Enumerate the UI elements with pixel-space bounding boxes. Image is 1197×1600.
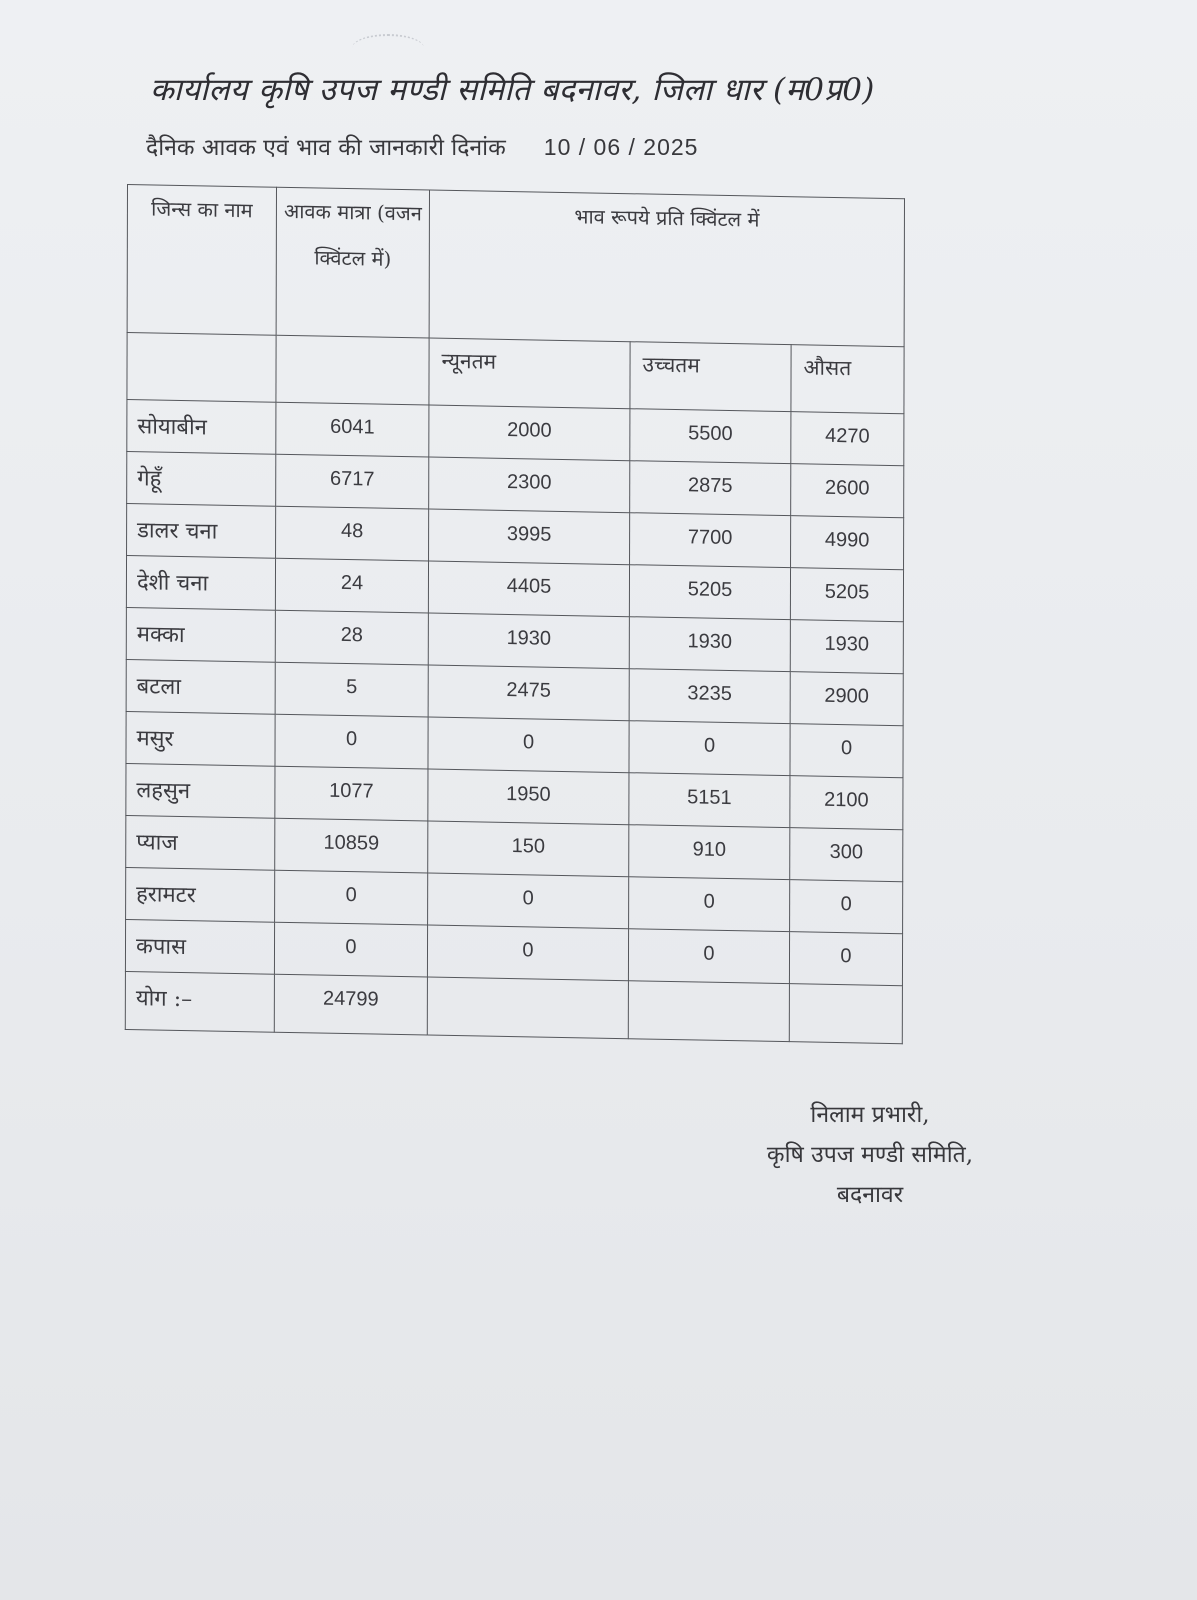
- total-empty-min: [427, 977, 628, 1039]
- crop-rows: [125, 399, 903, 985]
- average-price-cell: 0: [790, 724, 903, 778]
- maximum-price-cell: 5205: [629, 565, 790, 620]
- maximum-price-cell: 7700: [630, 513, 791, 568]
- minimum-price-cell: 0: [428, 873, 629, 929]
- average-price-cell: 2100: [790, 776, 903, 830]
- signature-line-3: बदनावर: [836, 1182, 904, 1208]
- average-price-cell: 1930: [790, 620, 903, 674]
- subheader-maximum: उच्चतम: [630, 342, 791, 412]
- rates-table: [125, 184, 905, 1044]
- subheader-average: औसत: [791, 345, 904, 414]
- crop-name-cell: मक्का: [126, 607, 275, 662]
- crop-name-cell: सोयाबीन: [127, 399, 276, 454]
- header-price-per-quintal: भाव रूपये प्रति क्विंटल में: [429, 190, 904, 347]
- average-price-cell: 0: [790, 880, 903, 934]
- arrival-quantity-cell: 6717: [276, 454, 429, 509]
- maximum-price-cell: 5500: [630, 409, 791, 464]
- average-price-cell: 4990: [791, 516, 904, 570]
- maximum-price-cell: 0: [629, 877, 790, 932]
- arrival-quantity-cell: 10859: [275, 818, 428, 873]
- crop-name-cell: गेहूँ: [127, 451, 276, 506]
- minimum-price-cell: 2475: [428, 665, 629, 721]
- arrival-quantity-cell: 28: [275, 610, 428, 665]
- crop-name-cell: कपास: [125, 919, 274, 974]
- maximum-price-cell: 0: [628, 929, 789, 984]
- minimum-price-cell: 2000: [429, 405, 630, 461]
- arrival-quantity-cell: 6041: [276, 402, 429, 457]
- minimum-price-cell: 1950: [428, 769, 629, 825]
- total-label: योग :–: [125, 971, 274, 1032]
- office-title: कार्यालय कृषि उपज मण्डी समिति बदनावर, जिला धार (म0प्र0): [150, 72, 875, 108]
- minimum-price-cell: 2300: [429, 457, 630, 513]
- subheader-empty-qty: [276, 335, 429, 405]
- maximum-price-cell: 0: [629, 721, 790, 776]
- arrival-quantity-cell: 48: [276, 506, 429, 561]
- maximum-price-cell: 3235: [629, 669, 790, 724]
- minimum-price-cell: 0: [427, 925, 628, 981]
- signature-block: [720, 1095, 1020, 1215]
- signature-line-1: निलाम प्रभारी,: [810, 1102, 930, 1128]
- minimum-price-cell: 3995: [429, 509, 630, 565]
- subtitle-text: दैनिक आवक एवं भाव की जानकारी दिनांक: [146, 135, 506, 161]
- crop-name-cell: मसुर: [126, 711, 275, 766]
- report-date: 10 / 06 / 2025: [543, 134, 699, 160]
- crop-name-cell: प्याज: [126, 815, 275, 870]
- arrival-quantity-cell: 24: [275, 558, 428, 613]
- maximum-price-cell: 2875: [630, 461, 791, 516]
- faint-stamp-mark: [352, 34, 424, 62]
- average-price-cell: 300: [790, 828, 903, 882]
- minimum-price-cell: 150: [428, 821, 629, 877]
- header-arrival-quantity: आवक मात्रा (वजन क्विंटल में): [276, 187, 429, 338]
- average-price-cell: 2600: [791, 464, 904, 518]
- total-empty-max: [628, 981, 789, 1042]
- arrival-quantity-cell: 5: [275, 662, 428, 717]
- average-price-cell: 5205: [790, 568, 903, 622]
- crop-name-cell: हरामटर: [126, 867, 275, 922]
- maximum-price-cell: 1930: [629, 617, 790, 672]
- average-price-cell: 2900: [790, 672, 903, 726]
- minimum-price-cell: 4405: [428, 561, 629, 617]
- header-row: [127, 185, 904, 347]
- maximum-price-cell: 910: [629, 825, 790, 880]
- maximum-price-cell: 5151: [629, 773, 790, 828]
- arrival-quantity-cell: 1077: [275, 766, 428, 821]
- average-price-cell: 4270: [791, 412, 904, 466]
- arrival-quantity-cell: 0: [274, 922, 427, 977]
- header-crop-name: जिन्स का नाम: [127, 185, 276, 336]
- report-subtitle: [146, 130, 906, 162]
- crop-name-cell: डालर चना: [127, 503, 276, 558]
- minimum-price-cell: 0: [428, 717, 629, 773]
- total-empty-avg: [789, 984, 902, 1044]
- total-quantity: 24799: [274, 974, 427, 1035]
- subheader-empty-name: [127, 333, 276, 403]
- crop-name-cell: बटला: [126, 659, 275, 714]
- crop-name-cell: देशी चना: [126, 555, 275, 610]
- arrival-quantity-cell: 0: [275, 714, 428, 769]
- average-price-cell: 0: [789, 932, 902, 986]
- subheader-minimum: न्यूनतम: [429, 338, 630, 409]
- minimum-price-cell: 1930: [428, 613, 629, 669]
- crop-name-cell: लहसुन: [126, 763, 275, 818]
- signature-line-2: कृषि उपज मण्डी समिति,: [766, 1142, 974, 1168]
- arrival-quantity-cell: 0: [275, 870, 428, 925]
